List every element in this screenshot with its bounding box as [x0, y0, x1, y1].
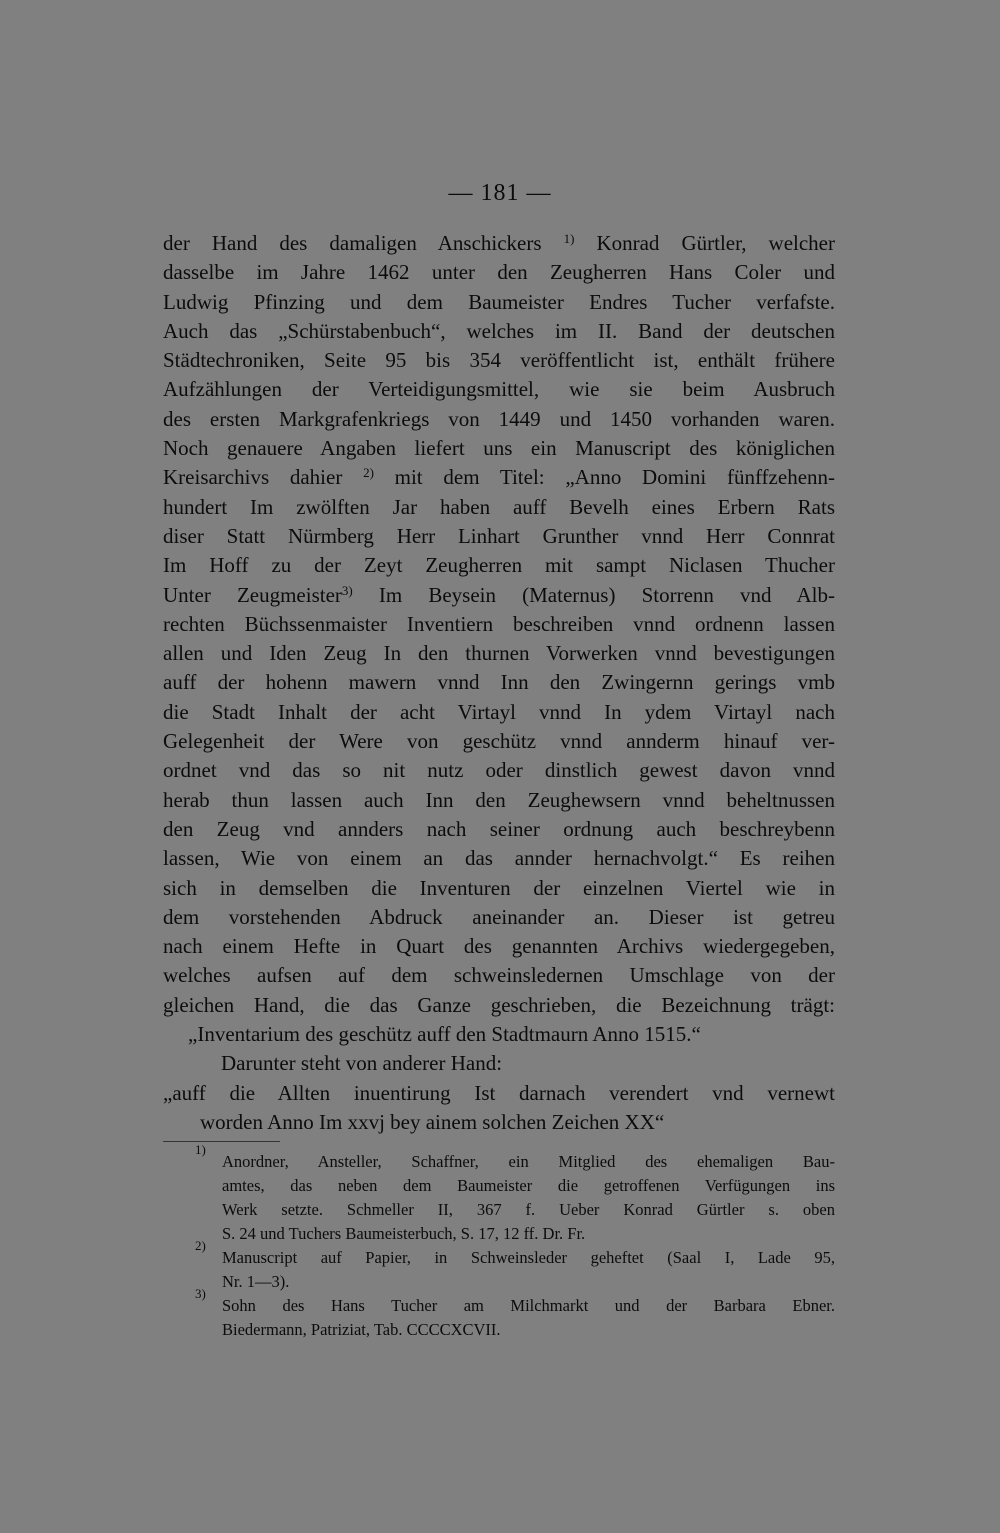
text-line: allen und Iden Zeug In den thurnen Vorwerken vnnd bevestigungen	[163, 641, 835, 666]
footnote-text: Nr. 1—3).	[222, 1272, 290, 1291]
text-line: auff der hohenn mawern vnnd Inn den Zwingernn gerings vmb	[163, 670, 835, 695]
footnote-1-line	[195, 1142, 835, 1174]
footnote-mark: 3)	[195, 1286, 206, 1301]
text-fragment: Im Beysein (Maternus) Storrenn vnd Alb-	[378, 582, 835, 607]
footnotes	[195, 1142, 835, 1342]
text-line: gleichen Hand, die das Ganze geschrieben, die Bezeichnung trägt:	[163, 992, 835, 1017]
text-line	[163, 229, 835, 258]
text-line: Ludwig Pfinzing und dem Baumeister Endres Tucher verfafste.	[163, 289, 835, 314]
text-line: sich in demselben die Inventuren der einzelnen Viertel wie in	[163, 875, 835, 900]
footnote-text: Biedermann, Patriziat, Tab. CCCCXCVII.	[222, 1320, 501, 1339]
text-fragment: der Hand des damaligen Anschickers	[163, 231, 542, 255]
text-line	[163, 463, 835, 492]
text-fragment: Kreisarchivs dahier	[163, 465, 343, 490]
footnote-mark: 1)	[195, 1142, 206, 1157]
text-line: Aufzählungen der Verteidigungsmittel, wie sie beim Ausbruch	[163, 377, 835, 402]
footnote-mark: 2)	[195, 1238, 206, 1253]
text-line: Noch genauere Angaben liefert uns ein Manuscript des königlichen	[163, 436, 835, 461]
page-number: — 181 —	[448, 180, 552, 206]
text-line: welches aufsen auf dem schweinsledernen Umschlage von der	[163, 963, 835, 988]
text-line: Im Hoff zu der Zeyt Zeugherren mit sampt Niclasen Thucher	[163, 553, 835, 578]
text-line: des ersten Markgrafenkriegs von 1449 und 1450 vorhanden waren.	[163, 406, 835, 431]
text-line: Darunter steht von anderer Hand:	[221, 1051, 503, 1076]
text-line: Gelegenheit der Were von geschütz vnnd annderm hinauf ver-	[163, 729, 835, 754]
text-fragment: Unter Zeugmeister	[163, 582, 342, 607]
footnote-ref[interactable]: 1)	[563, 231, 575, 246]
footnote-text: Werk setzte. Schmeller II, 367 f. Ueber Konrad Gürtler s. oben	[222, 1200, 835, 1219]
footnote-text: Sohn des Hans Tucher am Milchmarkt und der Barbara Ebner.	[222, 1296, 835, 1315]
footnote-ref[interactable]: 2)	[363, 465, 374, 481]
text-line: die Stadt Inhalt der acht Virtayl vnnd In ydem Virtayl nach	[163, 699, 835, 724]
quoted-line: worden Anno Im xxvj bey ainem solchen Zeichen XX“	[200, 1109, 665, 1134]
text-line: den Zeug vnd annders nach seiner ordnung auch beschreybenn	[163, 816, 835, 841]
footnote-text: Anordner, Ansteller, Schaffner, ein Mitglied des ehemaligen Bau-	[222, 1152, 835, 1171]
text-line: dasselbe im Jahre 1462 unter den Zeugherren Hans Coler und	[163, 260, 835, 285]
text-fragment: mit dem Titel: „Anno Domini fünffzehenn-	[394, 465, 836, 490]
quoted-title-line: „Inventarium des geschütz auff den Stadtmaurn Anno 1515.“	[188, 1022, 701, 1047]
footnote-divider	[163, 1141, 280, 1142]
footnote-text: S. 24 und Tuchers Baumeisterbuch, S. 17, 12 ff. Dr. Fr.	[222, 1224, 586, 1243]
text-fragment: Konrad Gürtler, welcher	[596, 231, 835, 255]
text-line: lassen, Wie von einem an das annder hernachvolgt.“ Es reihen	[163, 846, 835, 871]
text-line: diser Statt Nürmberg Herr Linhart Grunther vnnd Herr Connrat	[163, 523, 835, 548]
footnote-text: Manuscript auf Papier, in Schweinsleder geheftet (Saal I, Lade 95,	[222, 1248, 835, 1267]
text-line: dem vorstehenden Abdruck aneinander an. Dieser ist getreu	[163, 904, 835, 929]
footnote-3-line	[195, 1286, 835, 1318]
text-line: herab thun lassen auch Inn den Zeughewsern vnnd beheltnussen	[163, 787, 835, 812]
text-line: nach einem Hefte in Quart des genannten Archivs wiedergegeben,	[163, 934, 835, 959]
text-line: rechten Büchssenmaister Inventiern beschreiben vnnd ordnenn lassen	[163, 611, 835, 636]
quoted-line: „auff die Allten inuentirung Ist darnach verendert vnd vernewt	[163, 1080, 835, 1105]
main-text	[163, 229, 835, 1137]
footnote-text: amtes, das neben dem Baumeister die getroffenen Verfügungen ins	[222, 1176, 835, 1195]
footnote-ref[interactable]: 3)	[341, 582, 353, 598]
footnote-2-line	[195, 1238, 835, 1270]
text-line: Städtechroniken, Seite 95 bis 354 veröffentlicht ist, enthält frühere	[163, 348, 835, 373]
text-line: ordnet vnd das so nit nutz oder dinstlich gewest davon vnnd	[163, 758, 835, 783]
text-line: hundert Im zwölften Jar haben auff Bevelh eines Erbern Rats	[163, 494, 835, 519]
text-line: Auch das „Schürstabenbuch“, welches im II. Band der deutschen	[163, 318, 835, 343]
text-line	[163, 581, 835, 610]
